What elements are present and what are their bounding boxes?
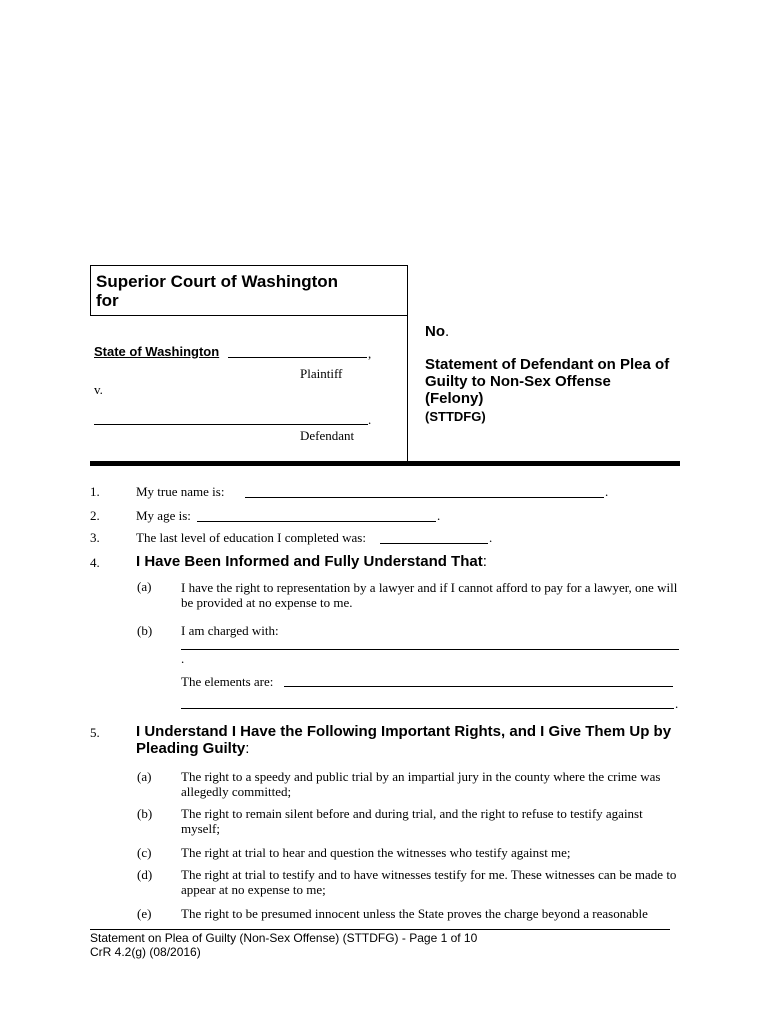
item-2-number: 2. xyxy=(90,508,100,523)
item-1-label: My true name is: xyxy=(136,484,225,499)
elements-field-line1[interactable] xyxy=(284,686,673,687)
item-1-period: . xyxy=(605,484,609,499)
item-4b-letter: (b) xyxy=(137,623,153,638)
item-5-heading xyxy=(136,723,681,757)
item-5-heading-text: I Understand I Have the Following Important Rights, and I Give Them Up by Pleading Guilty xyxy=(136,723,672,757)
case-number-period: . xyxy=(445,323,450,340)
item-5d-letter: (d) xyxy=(137,867,153,882)
item-3-period: . xyxy=(489,530,493,545)
elements-period: . xyxy=(675,696,679,711)
item-4-heading-text: I Have Been Informed and Fully Understand That xyxy=(136,553,483,570)
item-2-label: My age is: xyxy=(136,508,191,523)
elements-field-line2[interactable] xyxy=(181,708,674,709)
document-title-line3: (Felony) xyxy=(425,390,484,407)
charge-field[interactable] xyxy=(181,649,679,650)
court-name-line2: for xyxy=(96,291,119,310)
state-comma: , xyxy=(368,346,372,361)
item-2-period: . xyxy=(437,508,441,523)
item-4-colon: : xyxy=(482,553,487,570)
caption-separator xyxy=(90,461,680,466)
item-4a-letter: (a) xyxy=(137,579,152,594)
age-field[interactable] xyxy=(197,521,436,522)
true-name-field[interactable] xyxy=(245,497,604,498)
defendant-period: . xyxy=(368,412,372,427)
item-1-number: 1. xyxy=(90,484,100,499)
item-5c-text: The right at trial to hear and question the witnesses who testify against me; xyxy=(181,845,571,860)
item-5a-letter: (a) xyxy=(137,769,152,784)
item-5-number: 5. xyxy=(90,725,100,740)
document-title xyxy=(425,356,685,407)
caption-divider xyxy=(407,265,408,462)
defendant-blank-line[interactable] xyxy=(94,424,368,425)
item-5b-letter: (b) xyxy=(137,806,153,821)
item-5e-text: The right to be presumed innocent unless the State proves the charge beyond a reasonable xyxy=(181,906,648,921)
education-field[interactable] xyxy=(380,543,488,544)
item-3-label: The last level of education I completed was: xyxy=(136,530,366,545)
item-5d-text: The right at trial to testify and to have witnesses testify for me. These witnesses can be made to appear at no expense to me; xyxy=(181,867,677,897)
court-name xyxy=(96,272,338,310)
charge-period: . xyxy=(181,651,185,666)
item-5a-text: The right to a speedy and public trial by an impartial jury in the county where the crime was allegedly committed; xyxy=(181,769,661,799)
elements-label: The elements are: xyxy=(181,674,274,689)
case-number-label: No xyxy=(425,323,445,340)
document-code: (STTDFG) xyxy=(425,409,486,424)
case-number xyxy=(425,323,449,340)
state-blank-line[interactable] xyxy=(228,357,367,358)
item-5b-text: The right to remain silent before and during trial, and the right to refuse to testify against myself; xyxy=(181,806,643,836)
item-3-number: 3. xyxy=(90,530,100,545)
court-name-box xyxy=(90,265,408,316)
item-4a-text: I have the right to representation by a lawyer and if I cannot afford to pay for a lawyer, one will be provided at no expense to me. xyxy=(181,580,678,610)
item-5-colon: : xyxy=(245,740,250,757)
state-party xyxy=(94,344,219,359)
footer-form-title: Statement on Plea of Guilty (Non-Sex Offense) (STTDFG) - Page 1 of 10 xyxy=(90,931,478,945)
plaintiff-label: Plaintiff xyxy=(300,366,343,381)
court-name-line1: Superior Court of Washington xyxy=(96,272,339,291)
item-5c-letter: (c) xyxy=(137,845,152,860)
footer-rule xyxy=(90,929,670,930)
defendant-label: Defendant xyxy=(300,428,355,443)
versus-label: v. xyxy=(94,382,103,397)
footer-rule-citation: CrR 4.2(g) (08/2016) xyxy=(90,945,201,959)
item-4-heading xyxy=(136,553,487,570)
item-4b-text: I am charged with: xyxy=(181,623,279,638)
document-title-line2: Guilty to Non-Sex Offense xyxy=(425,373,611,390)
item-5e-letter: (e) xyxy=(137,906,152,921)
item-4-number: 4. xyxy=(90,555,100,570)
document-title-line1: Statement of Defendant on Plea of xyxy=(425,356,670,373)
state-name: State of Washington xyxy=(94,344,220,359)
